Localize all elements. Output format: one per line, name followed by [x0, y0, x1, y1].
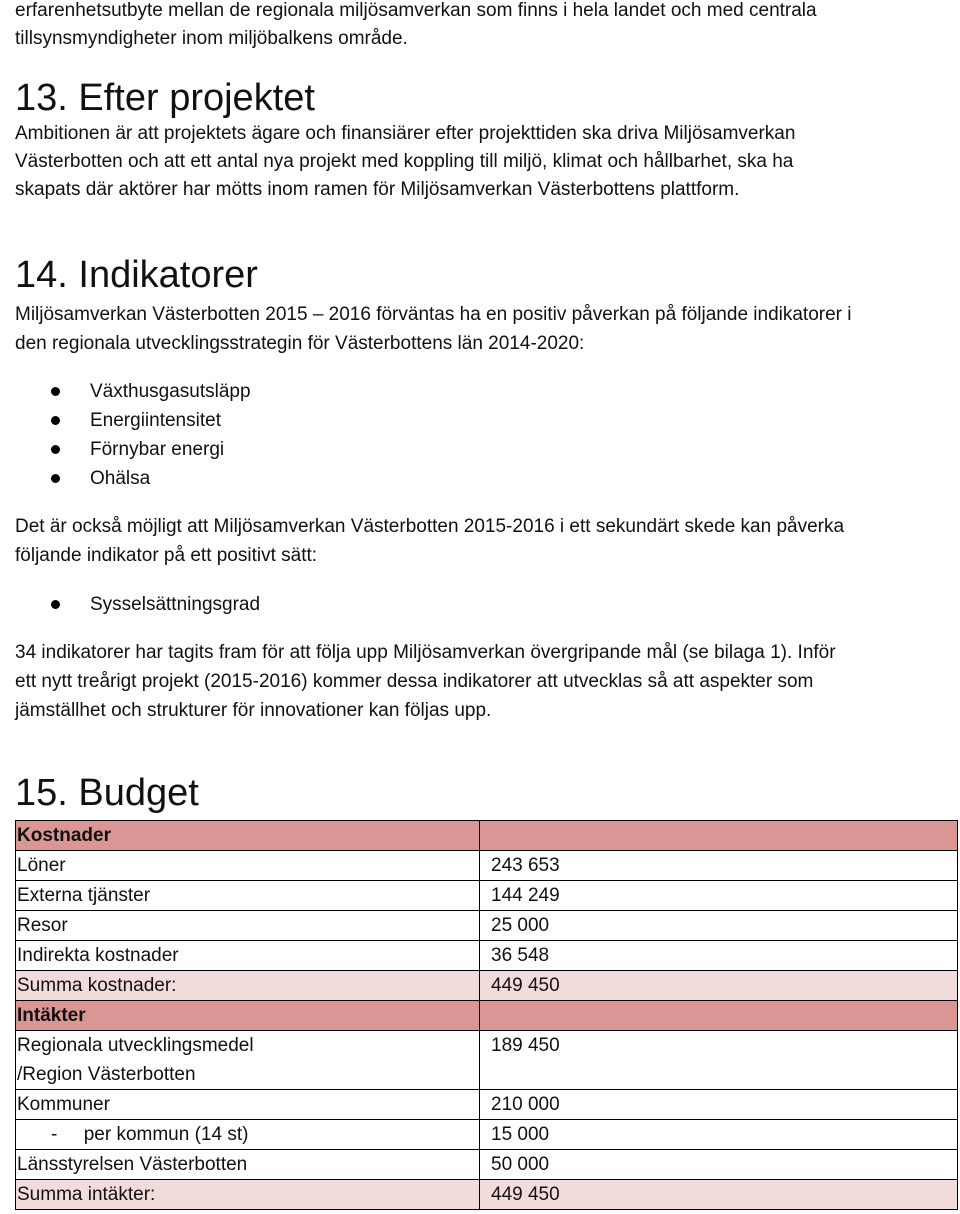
income-sum-label: Summa intäkter: — [16, 1180, 480, 1210]
income-municipal-value: 210 000 — [480, 1090, 958, 1120]
cost-value: 36 548 — [480, 941, 958, 971]
intro-line-1: erfarenhetsutbyte mellan de regionala miljösamverkan som finns i hela landet och med centrala — [15, 0, 817, 21]
costs-header-value — [480, 821, 958, 851]
indicator-label: Ohälsa — [90, 468, 151, 489]
list-item — [15, 377, 251, 406]
table-row — [16, 971, 958, 1001]
section-14-p2-line-2: följande indikator på ett positivt sätt: — [15, 545, 318, 566]
table-row — [16, 1090, 958, 1120]
bullet-icon — [51, 445, 60, 454]
section-13-line-2: Västerbotten och att ett antal nya projekt med koppling till miljö, klimat och hållbarhet, ska ha — [15, 151, 794, 172]
section-13-paragraph — [15, 120, 795, 204]
table-row — [16, 911, 958, 941]
table-row — [16, 941, 958, 971]
cost-label: Indirekta kostnader — [16, 941, 480, 971]
cost-label: Externa tjänster — [16, 881, 480, 911]
cost-value: 243 653 — [480, 851, 958, 881]
list-item — [15, 464, 251, 493]
section-14-p2-line-1: Det är också möjligt att Miljösamverkan Västerbotten 2015-2016 i ett sekundärt skede kan påverka — [15, 516, 845, 537]
table-row — [16, 1150, 958, 1180]
section-13-heading: 13. Efter projektet — [15, 77, 315, 119]
income-header: Intäkter — [16, 1001, 480, 1031]
income-regional-label-line-1: Regionala utvecklingsmedel — [17, 1035, 254, 1056]
list-item — [15, 590, 260, 619]
section-14-paragraph-1 — [15, 300, 852, 358]
section-14-p3-line-1: 34 indikatorer har tagits fram för att följa upp Miljösamverkan övergripande mål (se bilaga 1). Inför — [15, 642, 836, 663]
table-row — [16, 821, 958, 851]
list-item — [15, 406, 251, 435]
income-county-label: Länsstyrelsen Västerbotten — [16, 1150, 480, 1180]
secondary-indicator-list — [15, 590, 260, 619]
table-row — [16, 1180, 958, 1210]
bullet-icon — [51, 600, 60, 609]
section-14-paragraph-2 — [15, 512, 844, 570]
list-item — [15, 435, 251, 464]
indicator-label: Förnybar energi — [90, 439, 225, 460]
income-regional-value: 189 450 — [480, 1031, 958, 1090]
income-regional-label-line-2: /Region Västerbotten — [17, 1064, 196, 1085]
section-14-p3-line-2: ett nytt treårigt projekt (2015-2016) kommer dessa indikatorer att utvecklas så att aspekter som — [15, 671, 814, 692]
income-per-municipality-label: - per kommun (14 st) — [16, 1120, 480, 1150]
section-13-line-1: Ambitionen är att projektets ägare och finansiärer efter projekttiden ska driva Miljösamverkan — [15, 123, 796, 144]
bullet-icon — [51, 416, 60, 425]
section-14-p1-line-2: den regionala utvecklingsstrategin för Västerbottens län 2014-2020: — [15, 333, 585, 354]
cost-value: 25 000 — [480, 911, 958, 941]
budget-table — [15, 820, 958, 1210]
indicator-label: Växthusgasutsläpp — [90, 381, 251, 402]
intro-paragraph — [15, 0, 817, 53]
section-14-p3-line-3: jämställhet och strukturer för innovationer kan följas upp. — [15, 700, 492, 721]
costs-sum-label: Summa kostnader: — [16, 971, 480, 1001]
section-14-heading: 14. Indikatorer — [15, 254, 258, 296]
income-county-value: 50 000 — [480, 1150, 958, 1180]
cost-label: Resor — [16, 911, 480, 941]
income-sum-value: 449 450 — [480, 1180, 958, 1210]
bullet-icon — [51, 387, 60, 396]
table-row — [16, 1001, 958, 1031]
income-per-municipality-value: 15 000 — [480, 1120, 958, 1150]
income-header-value — [480, 1001, 958, 1031]
bullet-icon — [51, 474, 60, 483]
table-row — [16, 1120, 958, 1150]
income-regional-label — [16, 1031, 480, 1090]
cost-value: 144 249 — [480, 881, 958, 911]
indicator-label: Energiintensitet — [90, 410, 221, 431]
section-14-paragraph-3 — [15, 638, 836, 725]
section-14-p1-line-1: Miljösamverkan Västerbotten 2015 – 2016 förväntas ha en positiv påverkan på följande indikatorer i — [15, 304, 852, 325]
section-13-line-3: skapats där aktörer har mötts inom ramen för Miljösamverkan Västerbottens plattform. — [15, 179, 740, 200]
table-row — [16, 851, 958, 881]
costs-sum-value: 449 450 — [480, 971, 958, 1001]
table-row — [16, 1031, 958, 1090]
income-municipal-label: Kommuner — [16, 1090, 480, 1120]
intro-line-2: tillsynsmyndigheter inom miljöbalkens område. — [15, 28, 408, 49]
indicator-label: Sysselsättningsgrad — [90, 594, 261, 615]
table-row — [16, 881, 958, 911]
indicator-list — [15, 377, 251, 493]
section-15-heading: 15. Budget — [15, 772, 199, 814]
cost-label: Löner — [16, 851, 480, 881]
costs-header: Kostnader — [16, 821, 480, 851]
